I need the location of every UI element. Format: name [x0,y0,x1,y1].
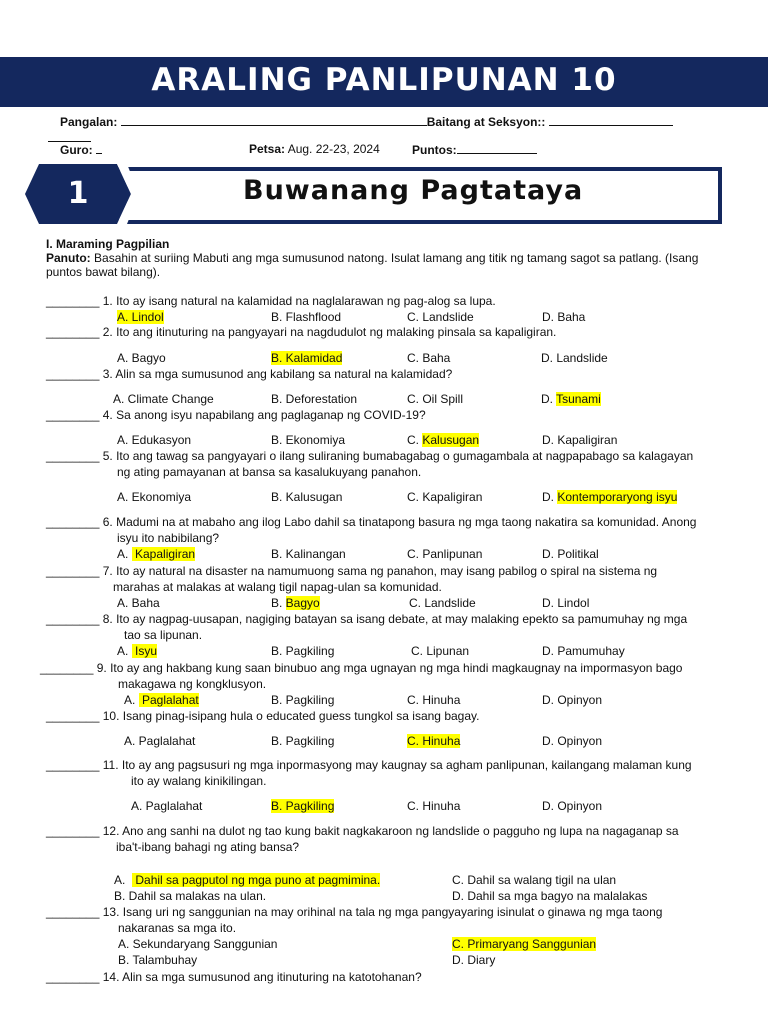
q4-option-a: A. Edukasyon [117,433,192,447]
date-label: Petsa: [249,142,286,156]
question-7 [46,564,657,578]
instructions-line-2: puntos bawat bilang). [46,265,161,279]
answer-blank[interactable]: ________ [46,515,100,529]
q12-option-d: D. Dahil sa mga bagyo na malalakas [452,889,648,903]
header-points [412,142,537,157]
teacher-blank[interactable] [96,142,102,154]
assessment-title: Buwanang Pagtataya [243,175,584,206]
subject-banner: ARALING PANLIPUNAN 10 [0,57,768,105]
q3-option-b: B. Deforestation [271,392,358,406]
q3-option-d: D. Tsunami [541,392,601,406]
q6-option-c: C. Panlipunan [407,547,483,561]
question-text: 7. Ito ay natural na disaster na namumuong sama ng panahon, may isang pabilog o spiral na sistema ng [102,564,658,578]
question-text: 13. Isang uri ng sanggunian na may orihinal na tala ng mga pangyayaring isinulat o ginawa ng mga taong [102,905,663,919]
points-blank[interactable] [457,142,537,154]
q9-option-d: D. Opinyon [542,693,603,707]
q13-option-d: D. Diary [452,953,496,967]
question-text: 2. Ito ang itinuturing na pangyayari na nagdudulot ng malaking pinsala sa kapaligiran. [102,325,557,339]
q8-option-a: A. Isyu [117,644,158,658]
q1-option-a: A. Lindol [117,310,164,324]
q12-option-c: C. Dahil sa walang tigil na ulan [452,873,617,887]
question-7-cont: marahas at malakas at walang tigil napag-ulan sa komunidad. [113,580,442,594]
question-text: 1. Ito ay isang natural na kalamidad na naglalarawan ng pag-alog sa lupa. [102,294,496,308]
question-2 [46,325,556,339]
question-1 [46,294,496,308]
question-text: 8. Ito ay nagpag-uusapan, nagiging batayan sa isang debate, at may malaking epekto sa pamumuhay ng mga [102,612,688,626]
instructions-text: Basahin at suriing Mabuti ang mga sumusunod natong. Isulat lamang ang titik ng tamang sagot sa patlang. (Isang [94,251,699,265]
q12-option-b: B. Dahil sa malakas na ulan. [114,889,267,903]
name-blank[interactable] [121,114,427,126]
q8-option-d: D. Pamumuhay [542,644,625,658]
points-label: Puntos: [412,143,457,157]
banner-divider [0,105,768,107]
answer-blank[interactable]: ________ [40,661,94,675]
question-10 [46,709,479,723]
q11-option-d: D. Opinyon [542,799,603,813]
question-11-cont: ito ay walang kinikilingan. [131,774,267,788]
header-date [249,142,380,156]
q13-option-a: A. Sekundaryang Sanggunian [118,937,278,951]
q10-option-a: A. Paglalahat [124,734,196,748]
q7-option-c: C. Landslide [409,596,476,610]
q11-option-a: A. Paglalahat [131,799,203,813]
q5-option-d: D. Kontemporaryong isyu [542,490,678,504]
q9-option-b: B. Pagkiling [271,693,335,707]
q9-option-c: C. Hinuha [407,693,461,707]
q2-option-d: D. Landslide [541,351,608,365]
question-11 [46,758,692,772]
question-text: 3. Alin sa mga sumusunod ang kabilang sa natural na kalamidad? [102,367,453,381]
q4-option-b: B. Ekonomiya [271,433,346,447]
question-text: 4. Sa anong isyu napabilang ang paglaganap ng COVID-19? [102,408,426,422]
q6-option-d: D. Politikal [542,547,599,561]
q10-option-b: B. Pagkiling [271,734,335,748]
teacher-label: Guro: [60,143,93,157]
q3-option-a: A. Climate Change [113,392,214,406]
question-12-cont: iba't-ibang bahagi ng ating bansa? [116,840,300,854]
question-text: 11. Ito ay ang pagsusuri ng mga inpormasyong may kaugnay sa agham panlipunan, kailangang malaman kung [102,758,692,772]
question-text: 5. Ito ang tawag sa pangyayari o ilang suliraning bumabagabag o gumagambala at nagpapabago sa kalagayan [102,449,694,463]
q1-option-b: B. Flashflood [271,310,342,324]
name-label: Pangalan: [60,115,118,129]
question-12 [46,824,679,838]
q7-option-d: D. Lindol [542,596,590,610]
q4-option-d: D. Kapaligiran [542,433,618,447]
q5-option-c: C. Kapaligiran [407,490,483,504]
answer-blank[interactable]: ________ [46,970,100,984]
q2-option-b: B. Kalamidad [271,351,343,365]
q10-option-d: D. Opinyon [542,734,603,748]
question-6 [46,515,696,529]
q4-option-c: C. Kalusugan [407,433,480,447]
answer-blank[interactable]: ________ [46,709,100,723]
assessment-number: 1 [67,176,89,211]
question-3 [46,367,452,381]
header-name-row [60,114,673,129]
question-9 [40,661,682,675]
question-14 [46,970,422,984]
instructions-line-1 [46,251,698,265]
answer-blank[interactable]: ________ [46,905,100,919]
name-blank-wrap [48,130,91,142]
q5-option-a: A. Ekonomiya [117,490,192,504]
q1-option-c: C. Landslide [407,310,474,324]
q5-option-b: B. Kalusugan [271,490,343,504]
answer-blank[interactable]: ________ [46,758,100,772]
question-8 [46,612,687,626]
section-label: Baitang at Seksyon:: [426,115,546,129]
q13-option-c: C. Primaryang Sanggunian [452,937,597,951]
date-value: Aug. 22-23, 2024 [287,142,380,156]
question-13 [46,905,662,919]
q11-option-b: B. Pagkiling [271,799,335,813]
question-text: 9. Ito ay ang hakbang kung saan binubuo ang mga ugnayan ng mga hindi magkaugnay na impormasyon bago [96,661,683,675]
answer-blank[interactable]: ________ [46,294,100,308]
answer-blank[interactable]: ________ [46,449,100,463]
instructions-label: Panuto: [46,251,91,265]
q9-option-a: A. Paglalahat [124,693,199,707]
q7-option-a: A. Baha [117,596,160,610]
q8-option-b: B. Pagkiling [271,644,335,658]
question-text: 6. Madumi na at mabaho ang ilog Labo dahil sa tinatapong basura ng mga taong nakatira sa komunidad. Anong [102,515,697,529]
q6-option-a: A. Kapaligiran [117,547,196,561]
answer-blank[interactable]: ________ [46,612,100,626]
section-blank[interactable] [549,114,673,126]
question-text: 12. Ano ang sanhi na dulot ng tao kung bakit nagkakaroon ng landslide o pagguho ng lupa na nagaganap sa [102,824,679,838]
q2-option-a: A. Bagyo [117,351,166,365]
question-5-cont: ng ating pamayanan at bansa sa kasalukuyang panahon. [117,465,422,479]
header-teacher-row [60,142,102,157]
q10-option-c: C. Hinuha [407,734,461,748]
answer-blank[interactable]: ________ [46,564,100,578]
question-text: 10. Isang pinag-isipang hula o educated guess tungkol sa isang bagay. [102,709,480,723]
question-5 [46,449,693,463]
answer-blank[interactable]: ________ [46,367,100,381]
q6-option-b: B. Kalinangan [271,547,346,561]
q7-option-b: B. Bagyo [271,596,320,610]
question-13-cont: nakaranas sa mga ito. [118,921,237,935]
q12-option-a: A. Dahil sa pagputol ng mga puno at pagmimina. [114,873,381,887]
answer-blank[interactable]: ________ [46,408,100,422]
q11-option-c: C. Hinuha [407,799,461,813]
q13-option-b: B. Talambuhay [118,953,198,967]
question-4 [46,408,426,422]
question-8-cont: tao sa lipunan. [124,628,203,642]
answer-blank[interactable]: ________ [46,824,100,838]
question-9-cont: makagawa ng kongklusyon. [118,677,267,691]
q2-option-c: C. Baha [407,351,451,365]
section-title: I. Maraming Pagpilian [46,237,170,251]
answer-blank[interactable]: ________ [46,325,100,339]
question-text: 14. Alin sa mga sumusunod ang itinuturing na katotohanan? [102,970,422,984]
q1-option-d: D. Baha [542,310,586,324]
q3-option-c: C. Oil Spill [407,392,464,406]
q8-option-c: C. Lipunan [411,644,470,658]
question-6-cont: isyu ito nabibilang? [117,531,220,545]
